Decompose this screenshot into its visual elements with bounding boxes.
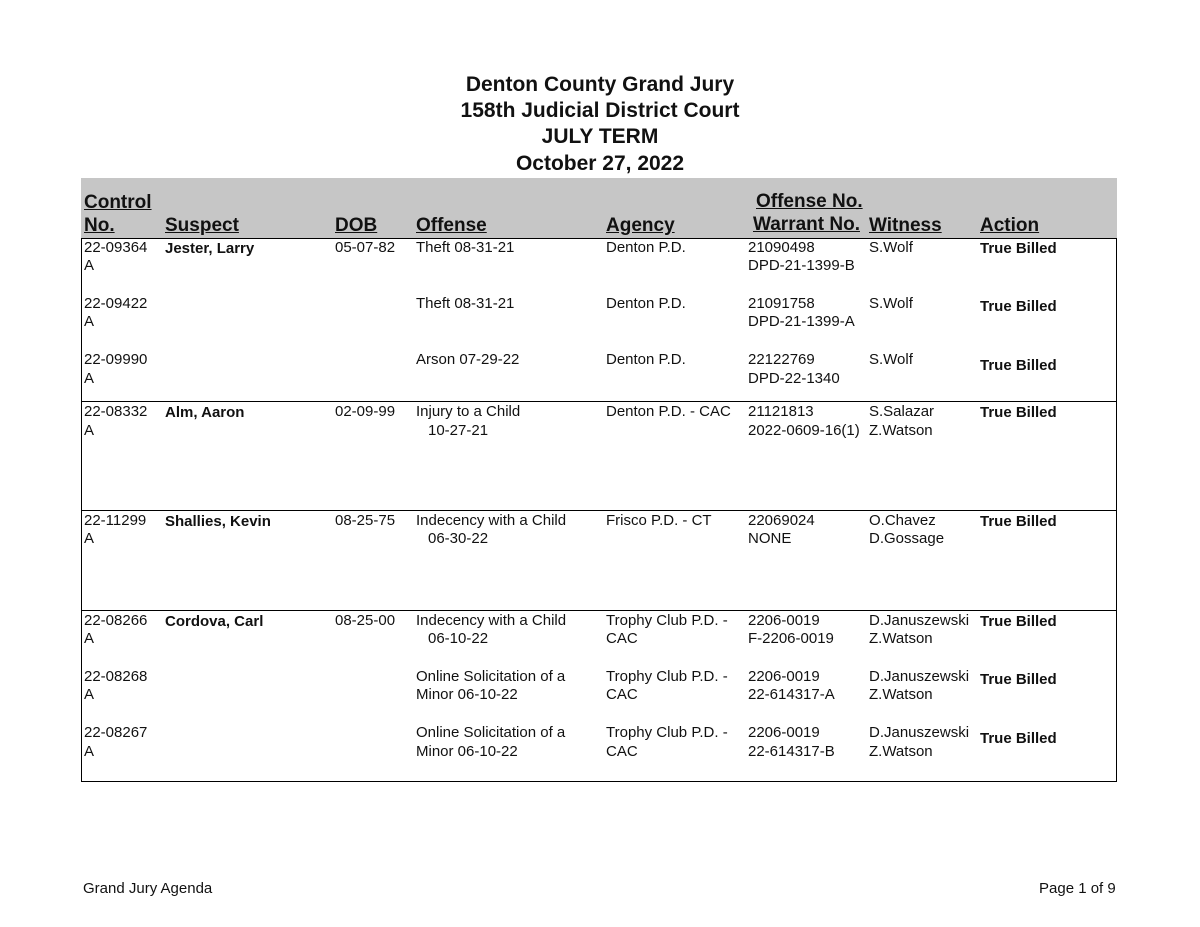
footer-title: Grand Jury Agenda <box>83 880 213 897</box>
offense: Theft 08-31-21 <box>416 239 515 256</box>
group-divider <box>81 510 1117 511</box>
title-line-2: 158th Judicial District Court <box>460 99 740 122</box>
dob: 02-09-99 <box>335 403 396 420</box>
header-action: Action <box>980 215 1040 236</box>
agency: Denton P.D. - CAC <box>606 403 731 420</box>
offense: Online Solicitation of a <box>416 724 566 741</box>
warrant-no: 2022-0609-16(1) <box>748 422 860 439</box>
offense: Indecency with a Child <box>416 612 567 629</box>
control-no: 22-09990 <box>84 351 148 368</box>
warrant-no: F-2206-0019 <box>748 630 834 647</box>
agency-2: CAC <box>606 686 638 703</box>
witness-2: Z.Watson <box>869 743 933 760</box>
control-suffix: A <box>84 686 95 703</box>
agency: Trophy Club P.D. - <box>606 668 728 685</box>
witness-2: Z.Watson <box>869 630 933 647</box>
control-no: 22-09364 <box>84 239 148 256</box>
control-suffix: A <box>84 257 95 274</box>
control-suffix: A <box>84 630 95 647</box>
control-no: 22-09422 <box>84 295 148 312</box>
action: True Billed <box>980 357 1057 374</box>
witness: D.Januszewski <box>869 724 970 741</box>
offense-no: 21091758 <box>748 295 815 312</box>
witness: O.Chavez <box>869 512 936 529</box>
offense-no: 2206-0019 <box>748 668 820 685</box>
witness-2: Z.Watson <box>869 686 933 703</box>
warrant-no: DPD-22-1340 <box>748 370 840 387</box>
offense-no: 2206-0019 <box>748 612 820 629</box>
suspect-name: Jester, Larry <box>165 240 255 257</box>
offense: Injury to a Child <box>416 403 521 420</box>
witness: S.Salazar <box>869 403 935 420</box>
header-warrant-no: Warrant No. <box>753 214 860 235</box>
header-offense: Offense <box>416 215 487 236</box>
agency: Trophy Club P.D. - <box>606 612 728 629</box>
witness-2: Z.Watson <box>869 422 933 439</box>
warrant-no: DPD-21-1399-A <box>748 313 855 330</box>
offense: Arson 07-29-22 <box>416 351 520 368</box>
control-no: 22-11299 <box>84 512 147 529</box>
header-witness: Witness <box>869 215 942 236</box>
title-line-3: JULY TERM <box>541 125 659 148</box>
offense-line-2: Minor 06-10-22 <box>416 686 518 703</box>
title-line-1: Denton County Grand Jury <box>465 73 735 96</box>
group-divider <box>81 610 1117 611</box>
suspect-name: Cordova, Carl <box>165 613 264 630</box>
dob: 05-07-82 <box>335 239 396 256</box>
offense: Indecency with a Child <box>416 512 567 529</box>
action: True Billed <box>980 513 1057 530</box>
witness: S.Wolf <box>869 351 913 368</box>
agency: Denton P.D. <box>606 295 686 312</box>
title-line-4: October 27, 2022 <box>515 152 685 175</box>
agency: Frisco P.D. - CT <box>606 512 712 529</box>
control-suffix: A <box>84 530 95 547</box>
warrant-no: 22-614317-A <box>748 686 835 703</box>
agency: Trophy Club P.D. - <box>606 724 728 741</box>
action: True Billed <box>980 298 1057 315</box>
offense-no: 22122769 <box>748 351 815 368</box>
control-no: 22-08268 <box>84 668 148 685</box>
agency-2: CAC <box>606 630 638 647</box>
action: True Billed <box>980 404 1057 421</box>
control-suffix: A <box>84 743 95 760</box>
group-divider <box>81 401 1117 402</box>
witness: S.Wolf <box>869 239 913 256</box>
header-control: Control <box>84 192 152 213</box>
offense-no: 21090498 <box>748 239 815 256</box>
header-offense-no: Offense No. <box>756 191 863 212</box>
offense-no: 21121813 <box>748 403 814 420</box>
offense-date: 06-10-22 <box>428 630 489 647</box>
action: True Billed <box>980 671 1057 688</box>
control-suffix: A <box>84 422 95 439</box>
offense: Theft 08-31-21 <box>416 295 515 312</box>
warrant-no: DPD-21-1399-B <box>748 257 855 274</box>
control-suffix: A <box>84 313 95 330</box>
witness: S.Wolf <box>869 295 913 312</box>
dob: 08-25-00 <box>335 612 396 629</box>
warrant-no: 22-614317-B <box>748 743 835 760</box>
offense-no: 22069024 <box>748 512 815 529</box>
warrant-no: NONE <box>748 530 792 547</box>
action: True Billed <box>980 730 1057 747</box>
agency: Denton P.D. <box>606 239 686 256</box>
page-number: Page 1 of 9 <box>1039 880 1116 897</box>
action: True Billed <box>980 613 1057 630</box>
header-dob: DOB <box>335 215 378 236</box>
control-no: 22-08332 <box>84 403 148 420</box>
offense-date: 06-30-22 <box>428 530 489 547</box>
offense-date: 10-27-21 <box>428 422 489 439</box>
control-no: 22-08267 <box>84 724 148 741</box>
dob: 08-25-75 <box>335 512 396 529</box>
header-suspect: Suspect <box>165 215 239 236</box>
offense: Online Solicitation of a <box>416 668 566 685</box>
offense-line-2: Minor 06-10-22 <box>416 743 518 760</box>
offense-no: 2206-0019 <box>748 724 820 741</box>
witness-2: D.Gossage <box>869 530 945 547</box>
header-agency: Agency <box>606 215 675 236</box>
agency: Denton P.D. <box>606 351 686 368</box>
header-control-no: No. <box>84 215 115 236</box>
witness: D.Januszewski <box>869 668 970 685</box>
control-no: 22-08266 <box>84 612 148 629</box>
action: True Billed <box>980 240 1057 257</box>
suspect-name: Shallies, Kevin <box>165 513 271 530</box>
agency-2: CAC <box>606 743 638 760</box>
witness: D.Januszewski <box>869 612 970 629</box>
control-suffix: A <box>84 370 95 387</box>
suspect-name: Alm, Aaron <box>165 404 245 421</box>
